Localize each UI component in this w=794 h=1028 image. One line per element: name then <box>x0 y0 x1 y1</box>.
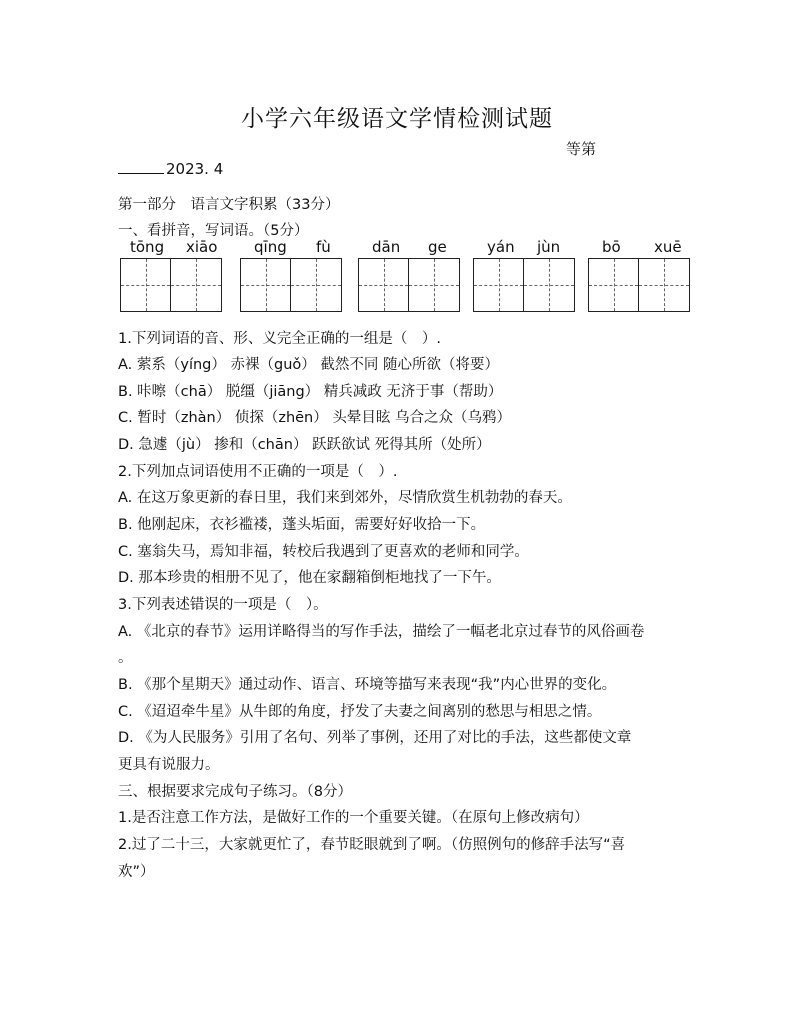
pinyin-label: qīng <box>254 238 287 256</box>
pinyin-grid-row <box>118 238 698 316</box>
tianzige-boxes <box>473 258 575 312</box>
tianzige-boxes <box>120 258 222 312</box>
tianzige-cell[interactable] <box>121 259 171 311</box>
tianzige-cell[interactable] <box>409 259 459 311</box>
question-1-option-b: B. 咔嚓（chā） 脱缰（jiāng） 精兵减政 无济于事（帮助） <box>118 384 503 400</box>
question-1-option-c: C. 暂时（zhàn） 侦探（zhēn） 头晕目眩 乌合之众（乌鸦） <box>118 410 511 426</box>
question-3-option-d: D. 《为人民服务》引用了名句、列举了事例，还用了对比的手法，这些都使文章 <box>118 730 632 746</box>
question-3-option-a-cont: 。 <box>118 650 133 666</box>
tianzige-boxes <box>240 258 342 312</box>
pinyin-label: xiāo <box>186 238 218 256</box>
tianzige-cell[interactable] <box>639 259 689 311</box>
tianzige-boxes <box>588 258 690 312</box>
question-2-option-a: A. 在这万象更新的春日里，我们来到郊外，尽情欣赏生机勃勃的春天。 <box>118 490 572 506</box>
section3-item-2: 2.过了二十三，大家就更忙了，春节眨眼就到了啊。（仿照例句的修辞手法写“喜 <box>118 837 626 853</box>
part1-heading: 第一部分 语言文字积累（33分） <box>118 197 340 213</box>
page-title: 小学六年级语文学情检测试题 <box>241 106 553 132</box>
tianzige-cell[interactable] <box>359 259 409 311</box>
section3-heading: 三、根据要求完成句子练习。（8分） <box>118 784 352 800</box>
question-3-option-b: B. 《那个星期天》通过动作、语言、环境等描写来表现“我”内心世界的变化。 <box>118 677 617 693</box>
tianzige-cell[interactable] <box>291 259 341 311</box>
pinyin-label: xuē <box>654 238 682 256</box>
question-2-option-b: B. 他刚起床，衣衫褴褛，蓬头垢面，需要好好收拾一下。 <box>118 517 486 533</box>
pinyin-label: jùn <box>537 238 561 256</box>
section1-heading: 一、看拼音，写词语。（5分） <box>118 223 309 239</box>
pinyin-label: bō <box>602 238 621 256</box>
question-1-stem: 1.下列词语的音、形、义完全正确的一组是（ ）. <box>118 331 441 347</box>
question-2-stem: 2.下列加点词语使用不正确的一项是（ ）. <box>118 464 398 480</box>
pinyin-label: dān <box>372 238 401 256</box>
tianzige-cell[interactable] <box>524 259 574 311</box>
pinyin-label: yán <box>487 238 515 256</box>
section3-item-2-cont: 欢”） <box>118 864 155 880</box>
pinyin-label: tōng <box>130 238 165 256</box>
tianzige-cell[interactable] <box>589 259 639 311</box>
tianzige-cell[interactable] <box>474 259 524 311</box>
section3-item-1: 1.是否注意工作方法，是做好工作的一个重要关键。（在原句上修改病句） <box>118 810 589 826</box>
pinyin-label: fù <box>316 238 331 256</box>
name-blank[interactable] <box>118 161 164 174</box>
question-1-option-d: D. 急遽（jù） 掺和（chān） 跃跃欲试 死得其所（处所） <box>118 437 491 453</box>
question-2-option-c: C. 塞翁失马，焉知非福，转校后我遇到了更喜欢的老师和同学。 <box>118 544 529 560</box>
question-1-option-a: A. 萦系（yíng） 赤裸（guǒ） 截然不同 随心所欲（将要） <box>118 357 499 373</box>
tianzige-cell[interactable] <box>241 259 291 311</box>
question-3-option-d-cont: 更具有说服力。 <box>118 757 220 773</box>
date-line <box>118 160 223 178</box>
question-3-stem: 3.下列表述错误的一项是（ ）。 <box>118 597 328 613</box>
exam-date: 2023. 4 <box>166 160 224 178</box>
pinyin-label: ge <box>428 238 447 256</box>
question-2-option-d: D. 那本珍贵的相册不见了，他在家翻箱倒柜地找了一下午。 <box>118 570 501 586</box>
grade-label: 等第 <box>566 140 597 158</box>
tianzige-boxes <box>358 258 460 312</box>
question-3-option-c: C. 《迢迢牵牛星》从牛郎的角度，抒发了夫妻之间离别的愁思与相思之情。 <box>118 704 602 720</box>
question-3-option-a: A. 《北京的春节》运用详略得当的写作手法，描绘了一幅老北京过春节的风俗画卷 <box>118 624 645 640</box>
tianzige-cell[interactable] <box>171 259 221 311</box>
